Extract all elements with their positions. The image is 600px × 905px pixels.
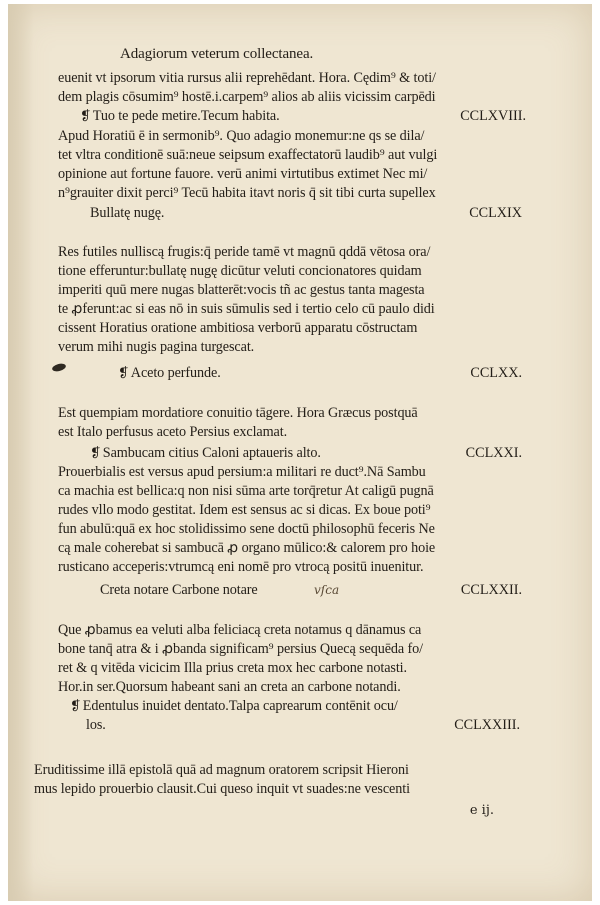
adage-number: CCLXVIII. xyxy=(460,108,526,124)
paragraph-mark-icon: ❡ xyxy=(118,365,129,380)
adage-number: CCLXX. xyxy=(470,365,522,381)
text-line: rusticano acceperis:vtrumcą eni nomē pro vtrocą positū inuenitur. xyxy=(58,559,424,575)
adage-heading: ❡ Tuo te pede metire.Tecum habita. xyxy=(80,108,280,124)
text-line: n⁹grauiter dixit perci⁹ Tecū habita itavt noris q̄ sit tibi curta supellex xyxy=(58,185,436,201)
running-head: Adagiorum veterum collectanea. xyxy=(120,46,314,62)
adage-heading-continued: los. xyxy=(86,717,106,733)
text-line: imperiti quū mere nugas blatterēt:vocis tñ ac gestus tanta magesta xyxy=(58,282,425,298)
handwritten-annotation: vſca xyxy=(314,583,340,597)
text-line: Res futiles nulliscą frugis:q̄ peride tamē vt magnū qddā vētosa ora/ xyxy=(58,244,431,260)
book-page xyxy=(8,4,592,901)
adage-heading: Creta notare Carbone notare xyxy=(100,582,258,598)
adage-heading: ❡ Aceto perfunde. xyxy=(118,365,221,381)
adage-heading: ❡ Edentulus inuidet dentato.Talpa caprearum contēnit ocu/ xyxy=(70,698,398,714)
text-line: rudes vllo modo gestitat. Idem est sensus ac si dicas. Ex boue poti⁹ xyxy=(58,502,431,518)
text-line: Est quempiam mordatiore conuitio tāgere. Hora Græcus postquā xyxy=(58,405,418,421)
text-line: cą male coherebat si sambucā ꝓ organo mūlico:& calorem pro hoie xyxy=(58,540,436,556)
adage-number: CCLXXIII. xyxy=(454,717,520,733)
text-line: ret & q vitēda vicicim Illa prius creta mox hec carbone notasti. xyxy=(58,660,407,676)
text-line: dem plagis cōsumim⁹ hostē.i.carpem⁹ alios ab aliis vicissim carpēdi xyxy=(58,89,436,105)
text-line: mus lepido prouerbio clausit.Cui queso inquit vt suades:ne vescenti xyxy=(34,781,410,797)
text-line: te ꝓferunt:ac si eas nō in suis sūmulis sed i tertio celo cū paulo didi xyxy=(58,301,435,317)
adage-heading: ❡ Sambucam citius Caloni aptaueris alto. xyxy=(90,445,321,461)
page-gutter-shadow xyxy=(8,4,34,901)
text-line: euenit vt ipsorum vitia rursus alii reprehēdant. Hora. Cędim⁹ & toti/ xyxy=(58,70,436,86)
text-line: tione efferuntur:bullatę nugę dicūtur veluti concionatores quidam xyxy=(58,263,422,279)
text-line: verum mihi nugis pagina turgescat. xyxy=(58,339,255,355)
text-line: est Italo perfusus aceto Persius exclamat. xyxy=(58,424,288,440)
paragraph-mark-icon: ❡ xyxy=(70,698,81,713)
adage-number: CCLXIX xyxy=(469,205,522,221)
text-line: Que ꝓbamus ea veluti alba feliciacą creta notamus q dānamus ca xyxy=(58,622,422,638)
text-line: tet vltra conditionē suā:neue seipsum exaffectatorū laudib⁹ aut vulgi xyxy=(58,147,438,163)
folio-signature: e ij. xyxy=(469,803,494,818)
text-line: bone tanq̄ atra & i ꝓbanda significam⁹ persius Quecą sequēda fo/ xyxy=(58,641,423,657)
text-line: Eruditissime illā epistolā quā ad magnum oratorem scripsit Hieroni xyxy=(34,762,409,778)
paragraph-mark-icon: ❡ xyxy=(80,108,91,123)
text-line: Apud Horatiū ē in sermonib⁹. Quo adagio monemur:ne qs se dila/ xyxy=(58,128,425,144)
text-line: opinione aut fortune fauore. verū animi virtutibus extimet Nec mi/ xyxy=(58,166,428,182)
text-line: ca machia est bellica:q non nisi sūma arte torq̄retur At caligū pugnā xyxy=(58,483,434,499)
text-line: Hor.in ser.Quorsum habeant sani an creta an carbone notandi. xyxy=(58,679,401,695)
text-line: fun abulū:quā ex hoc stolidissimo sene doctū philosophū feceris Ne xyxy=(58,521,435,537)
text-line: cissent Horatius oratione ambitiosa verborū apparatu cōstructam xyxy=(58,320,418,336)
paragraph-mark-icon: ❡ xyxy=(90,445,101,460)
ink-blot xyxy=(51,362,66,372)
adage-number: CCLXXII. xyxy=(460,582,522,598)
text-line: Prouerbialis est versus apud persium:a militari re duct⁹.Nā Sambu xyxy=(58,464,426,480)
adage-heading: Bullatę nugę. xyxy=(90,205,165,221)
adage-number: CCLXXI. xyxy=(465,445,522,461)
